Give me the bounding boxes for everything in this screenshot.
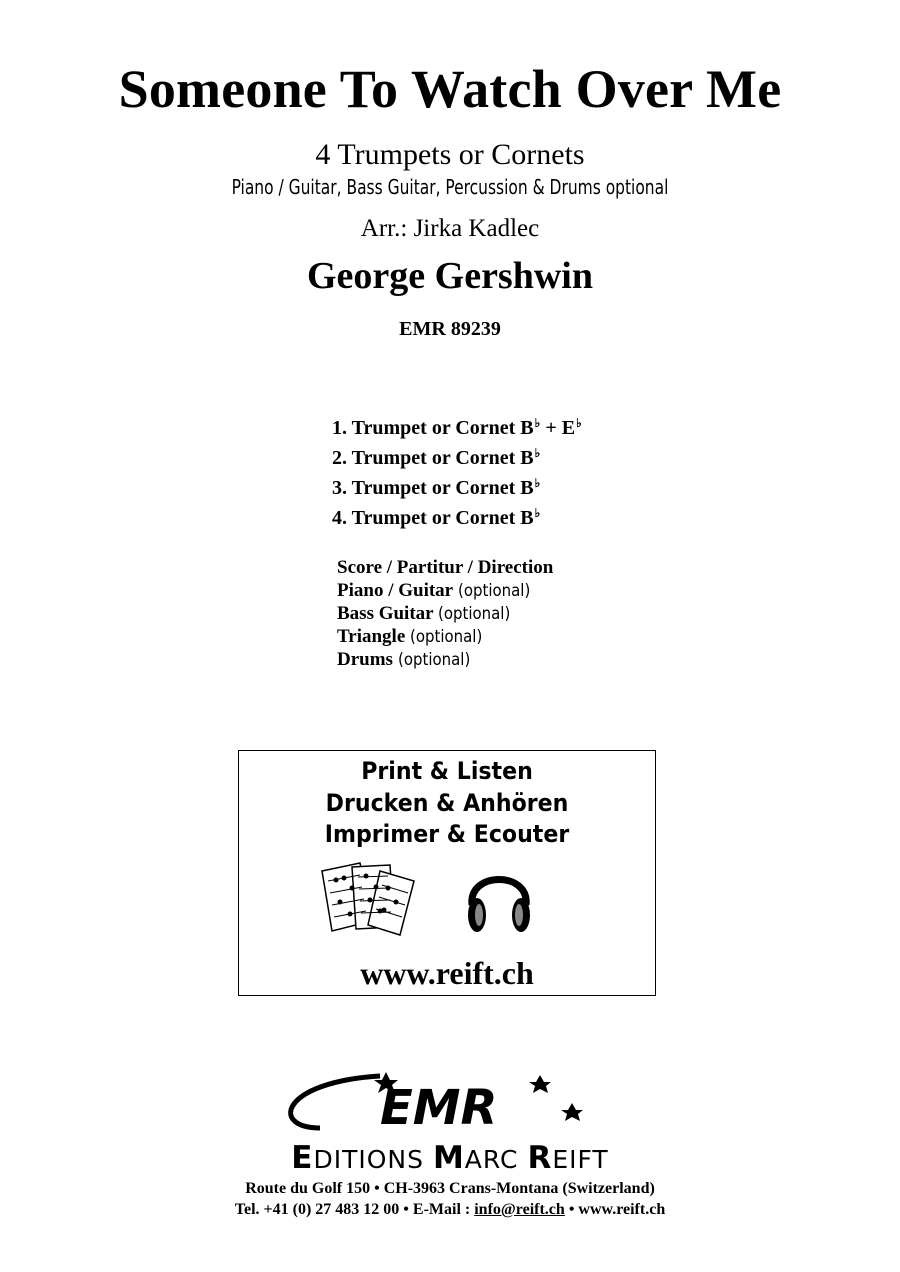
promo-line-fr: Imprimer & Ecouter (324, 820, 570, 848)
website-url[interactable]: www.reift.ch (360, 955, 534, 991)
promo-line-de: Drucken & Anhören (325, 789, 569, 817)
sheet-music-icon (314, 859, 424, 939)
logo-text: EMR (380, 1080, 498, 1136)
publisher-word: ARC (464, 1145, 528, 1174)
extra-name: Score / Partitur / Direction (337, 557, 554, 578)
emr-logo (230, 1070, 670, 1140)
extra-name: Piano / Guitar (337, 580, 454, 601)
publisher-word: DITIONS (313, 1145, 433, 1174)
publisher-word: EIFT (552, 1145, 609, 1174)
extra-item (337, 556, 553, 579)
publisher-name (0, 1140, 900, 1176)
extra-name: Triangle (337, 626, 406, 647)
extra-name: Drums (337, 649, 393, 670)
extra-note: (optional) (457, 581, 531, 601)
part-label: 2. Trumpet or Cornet B (332, 447, 534, 469)
publisher-initial: M (432, 1140, 465, 1176)
arranger: Arr.: Jirka Kadlec (360, 215, 540, 242)
extra-note: (optional) (410, 627, 483, 647)
extra-item (337, 579, 553, 602)
part-item (332, 498, 582, 528)
publisher-contact (0, 1201, 900, 1219)
extra-item (337, 625, 553, 648)
flat-sign: ♭ (534, 476, 541, 490)
web-text: • www.reift.ch (564, 1201, 666, 1218)
subtitle: 4 Trumpets or Cornets (315, 138, 585, 171)
extra-item (337, 602, 553, 625)
extra-note: (optional) (397, 650, 471, 670)
flat-sign: ♭ (534, 446, 541, 460)
extra-note: (optional) (438, 604, 511, 624)
part-item (332, 468, 582, 498)
extra-item (337, 648, 553, 671)
parts-list (332, 408, 582, 528)
publisher-initial: R (527, 1140, 553, 1176)
extra-name: Bass Guitar (337, 603, 434, 624)
flat-sign: ♭ (576, 416, 582, 430)
phone-text: Tel. +41 (0) 27 483 12 00 • E-Mail : (234, 1201, 475, 1218)
part-extra: + E (540, 417, 576, 439)
part-label: 1. Trumpet or Cornet B (332, 417, 534, 439)
promo-line-en: Print & Listen (361, 757, 533, 785)
composer: George Gershwin (306, 255, 593, 297)
part-item (332, 408, 582, 438)
print-listen-box (238, 750, 656, 996)
email-link[interactable]: info@reift.ch (474, 1201, 565, 1218)
part-label: 3. Trumpet or Cornet B (332, 477, 534, 499)
headphones-icon (464, 861, 534, 939)
publisher-address: Route du Golf 150 • CH-3963 Crans-Montana (Switzerland) (245, 1180, 655, 1197)
page-title: Someone To Watch Over Me (118, 59, 782, 119)
extras-list (337, 556, 553, 671)
publisher-initial: E (291, 1140, 314, 1176)
flat-sign: ♭ (534, 416, 541, 430)
part-item (332, 438, 582, 468)
optional-instruments: Piano / Guitar, Bass Guitar, Percussion & Drums optional (231, 175, 669, 199)
flat-sign: ♭ (534, 506, 541, 520)
catalog-number: EMR 89239 (399, 318, 501, 340)
part-label: 4. Trumpet or Cornet B (332, 507, 534, 529)
